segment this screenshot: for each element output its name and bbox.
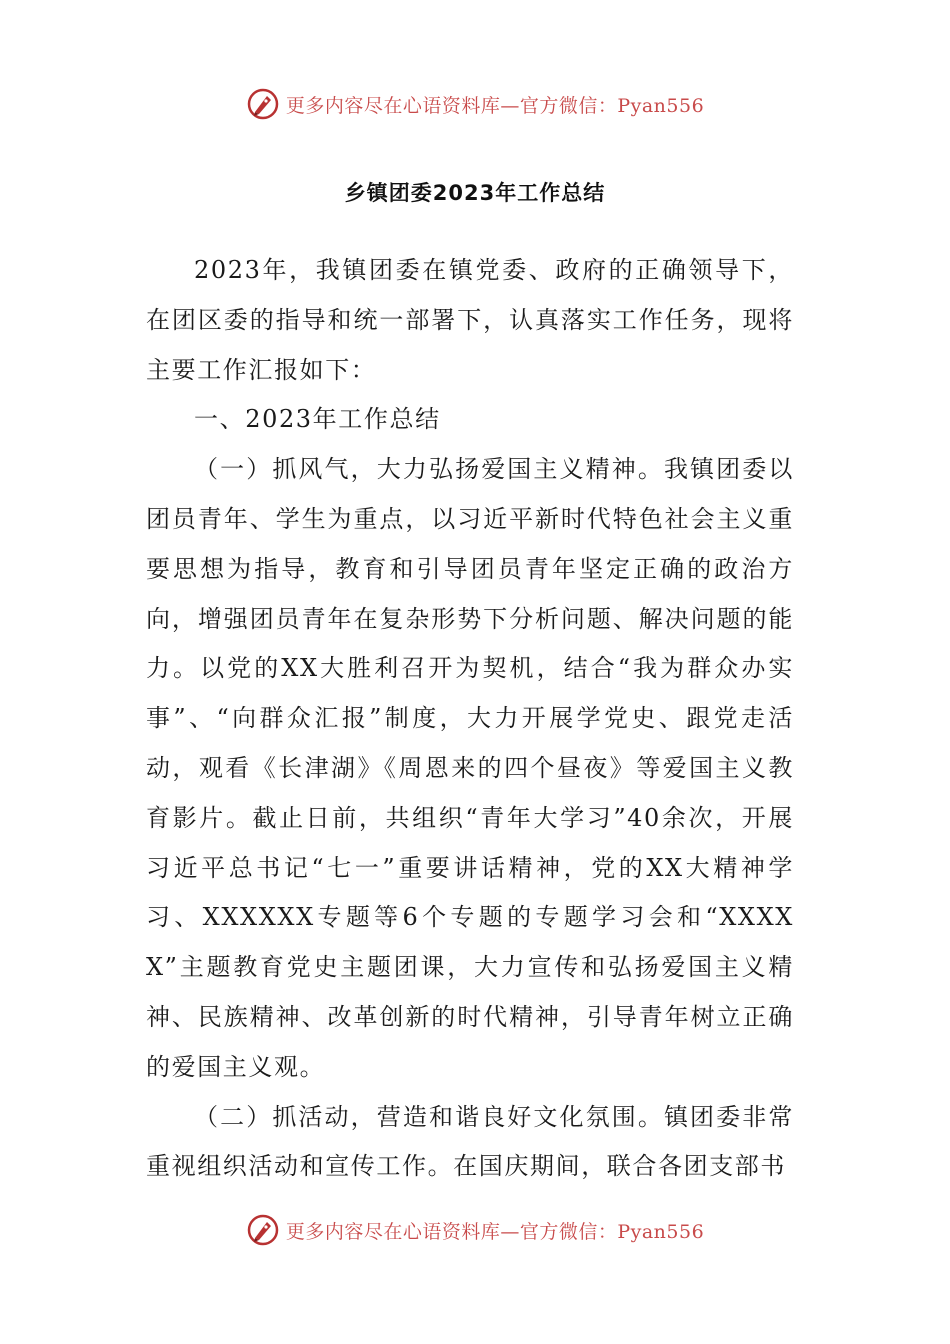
paragraph-intro: 2023年，我镇团委在镇党委、政府的正确领导下，在团区委的指导和统一部署下，认真落实工作任务，现将主要工作汇报如下： <box>146 256 794 384</box>
section-heading: 一、2023年工作总结 <box>194 405 441 434</box>
banner-text: 更多内容尽在心语资料库—官方微信：Pyan556 <box>285 1220 705 1243</box>
pen-nib-logo-icon <box>246 87 280 121</box>
paragraph-section-2: （二）抓活动，营造和谐良好文化氛围。镇团委非常重视组织活动和宣传工作。在国庆期间，联合各团支部书 <box>146 1102 794 1181</box>
document-title: 乡镇团委2023年工作总结 <box>344 181 606 205</box>
document-body <box>146 246 794 1192</box>
header-banner <box>0 82 950 126</box>
pen-nib-logo-icon <box>246 1213 280 1247</box>
footer-banner <box>0 1208 950 1252</box>
banner-text: 更多内容尽在心语资料库—官方微信：Pyan556 <box>285 94 705 117</box>
paragraph-section-1: （一）抓风气，大力弘扬爱国主义精神。我镇团委以团员青年、学生为重点，以习近平新时代特色社会主义重要思想为指导，教育和引导团员青年坚定正确的政治方向，增强团员青年在复杂形势下分析问题、解决问题的能力。以党的XX大胜利召开为契机，结合“我为群众办实事”、“向群众汇报”制度，大力开展学党史、跟党走活动，观看《长津湖》《周恩来的四个昼夜》等爱国主义教育影片。截止日前，共组织“青年大学习”40余次，开展习近平总书记“七一”重要讲话精神，党的XX大精神学习、XXXXXX专题等6个专题的专题学习会和“XXXXX”主题教育党史主题团课，大力宣传和弘扬爱国主义精神、民族精神、改革创新的时代精神，引导青年树立正确的爱国主义观。 <box>146 455 794 1081</box>
